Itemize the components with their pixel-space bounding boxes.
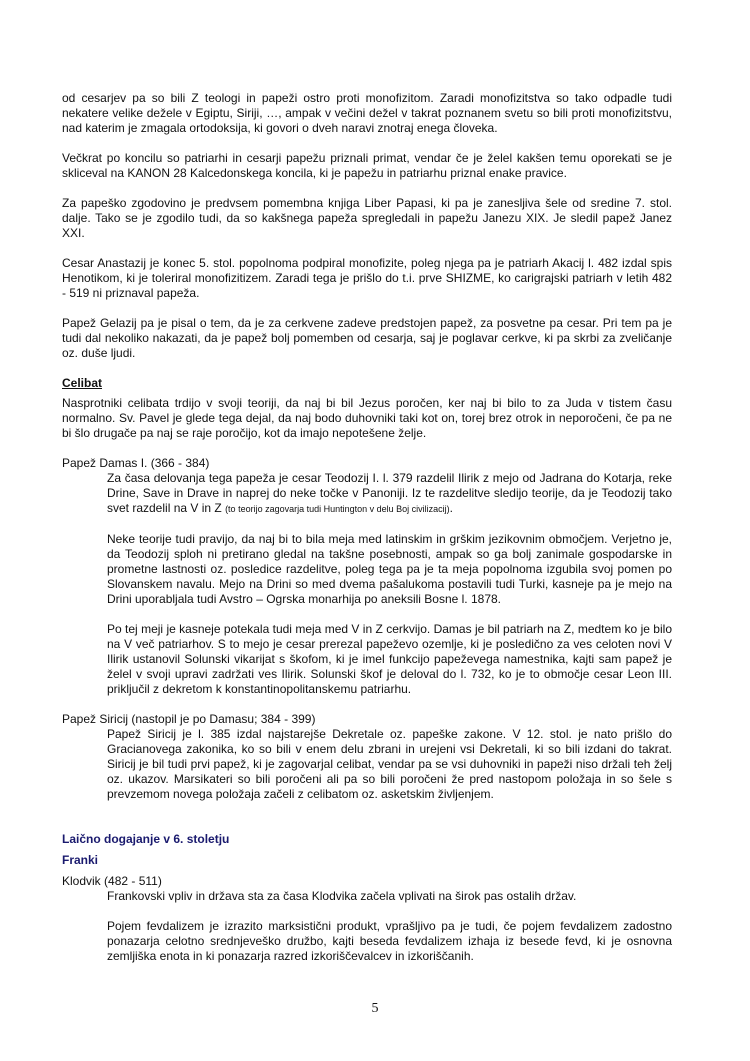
paragraph-damas-2: Neke teorije tudi pravijo, da naj bi to bila meja med latinskim in grškim jezikovnim območjem. Verjetno je, da Teodozij sploh ni pretirano gledal na takšne posebnosti, ampak so ga bolj zanimale gospodarske in prometne lastnosti oz. posledice razdelitve, poleg tega pa je ta meja popolnoma izgubila svoj pomen po Slovanskem navalu. Mejo na Drini so med dvema pašalukoma postavili tudi Turki, kasneje pa je mejo na Drini uporabljala tudi Avstro – Ogrska monarhija po aneksili Bosne l. 1878.: [107, 532, 672, 606]
subsection-title-damas: Papež Damas I. (366 - 384): [62, 456, 210, 470]
damas-end: .: [449, 501, 454, 515]
page-number: 5: [371, 1001, 379, 1016]
section-subheading-franki: Franki: [62, 853, 99, 867]
section-heading-laicno: Laično dogajanje v 6. stoletju: [62, 832, 230, 846]
subsection-title-siricij: Papež Siricij (nastopil je po Damasu; 384 - 399): [62, 712, 316, 726]
paragraph-monofizitizem: od cesarjev pa so bili Z teologi in papeži ostro proti monofizitom. Zaradi monofizitstva so tako odpadle tudi nekatere velike dežele v Egiptu, Siriji, …, ampak v večini dežel v takrat poznanem svetu so bili proti monofizitstvu, nad katerim je zmagala ortodoksija, ki govori o dveh naravi znotraj enega človeka.: [62, 91, 672, 135]
paragraph-liber-papasi: Za papeško zgodovino je predvsem pomembna knjiga Liber Papasi, ki pa je zanesljiva šele od sredine 7. stol. dalje. Tako se je zgodilo tudi, da so kakšnega papeža spregledali in papežu Janezu XIX. Je sledil papež Janez XXI.: [62, 196, 672, 240]
paragraph-siricij-1: Papež Siricij je l. 385 izdal najstarejše Dekretale oz. papeške zakone. V 12. stol. je nato prišlo do Gracianovega zakonika, ko so bili v enem delu zbrani in urejeni vsi Dekretali, ki so bili izdani do takrat. Siricij je bil tudi prvi papež, ki je zagovarjal celibat, vendar pa se vsi duhovniki in papeži niso držali teh želj oz. ukazov. Marsikateri so bili poročeni ali pa so bili poročeni že pred nastopom položaja in so šele s prevzemom novega položaja začeli z celibatom oz. asketskim življenjem.: [107, 727, 672, 801]
paragraph-celibat-intro: Nasprotniki celibata trdijo v svoji teoriji, da naj bi bil Jezus poročen, ker naj bi bilo to za Juda v tistem času normalno. Sv. Pavel je glede tega dejal, da naj bodo duhovniki taki kot on, torej brez otrok in neporočeni, če pa ne bi šlo drugače pa naj se raje poročijo, kot da imajo nepotešene želje.: [62, 396, 672, 440]
subsection-body-siricij: [62, 727, 672, 802]
document-page: [62, 91, 672, 964]
damas-text: Za časa delovanja tega papeža je cesar Teodozij I. l. 379 razdelil Ilirik z mejo od Jadrana do Kotarja, reke Drine, Save in Drave in naprej do neke točke v Panoniji. Iz te razdelitve sledijo teorije, da je Teodozij tako svet razdelil na V in Z: [107, 471, 672, 515]
paragraph-kanon-28: Večkrat po koncilu so patriarhi in cesarji papežu priznali primat, vendar če je želel kakšen temu oporekati se je skliceval na KANON 28 Kalcedonskega koncila, ki je papežu in patriarhu priznal enake pravice.: [62, 151, 672, 180]
section-heading-celibat: Celibat: [62, 376, 103, 390]
paragraph-klodvik-1: Frankovski vpliv in država sta za časa Klodvika začela vplivati na širok pas ostalih držav.: [107, 889, 577, 903]
subsection-body-damas: [62, 471, 672, 697]
paragraph-klodvik-2: Pojem fevdalizem je izrazito marksistični produkt, vprašljivo pa je tudi, če pojem fevdalizem zadostno ponazarja celotno srednjeveško družbo, kajti beseda fevdalizem izhaja iz besede fevd, ki je osnovna zemljiška enota in ki ponazarja razred izkoriščevalcev in izkoriščanih.: [107, 919, 672, 963]
subsection-body-klodvik: [62, 889, 672, 964]
subsection-title-klodvik: Klodvik (482 - 511): [62, 874, 162, 888]
paragraph-gelazij: Papež Gelazij pa je pisal o tem, da je za cerkvene zadeve predstojen papež, za posvetne pa cesar. Pri tem pa je tudi dal nekoliko nakazati, da je papež bolj pomemben od cesarja, saj je poglavar cerkve, ki pa skrbi za zveličanje oz. duše ljudi.: [62, 316, 672, 360]
paragraph-damas-3: Po tej meji je kasneje potekala tudi meja med V in Z cerkvijo. Damas je bil patriarh na Z, medtem ko je bilo na V več patriarhov. S to mejo je cesar prerezal papeževo ozemlje, ki je posledično za ves celoten novi V Ilirik ustanovil Solunski vikarijat s škofom, ki je imel funkcijo papeževega namestnika, kajti sam papež je želel v svoji upravi zadržati ves Ilirik. Solunski škof je deloval do l. 732, ko je to območje cesar Leon III. priključil z dekretom k konstantinopolitanskemu patriarhu.: [107, 622, 672, 696]
paragraph-anastazij: Cesar Anastazij je konec 5. stol. popolnoma podpiral monofizite, poleg njega pa je patriarh Akacij l. 482 izdal spis Henotikom, ki je toleriral monofizitizem. Zaradi tega je prišlo do t.i. prve SHIZME, ko carigrajski patriarh v letih 482 - 519 ni priznaval papeža.: [62, 256, 672, 300]
paragraph-damas-1: [107, 471, 672, 517]
damas-footnote-note: (to teorijo zagovarja tudi Huntington v delu Boj civilizacij): [225, 504, 450, 514]
